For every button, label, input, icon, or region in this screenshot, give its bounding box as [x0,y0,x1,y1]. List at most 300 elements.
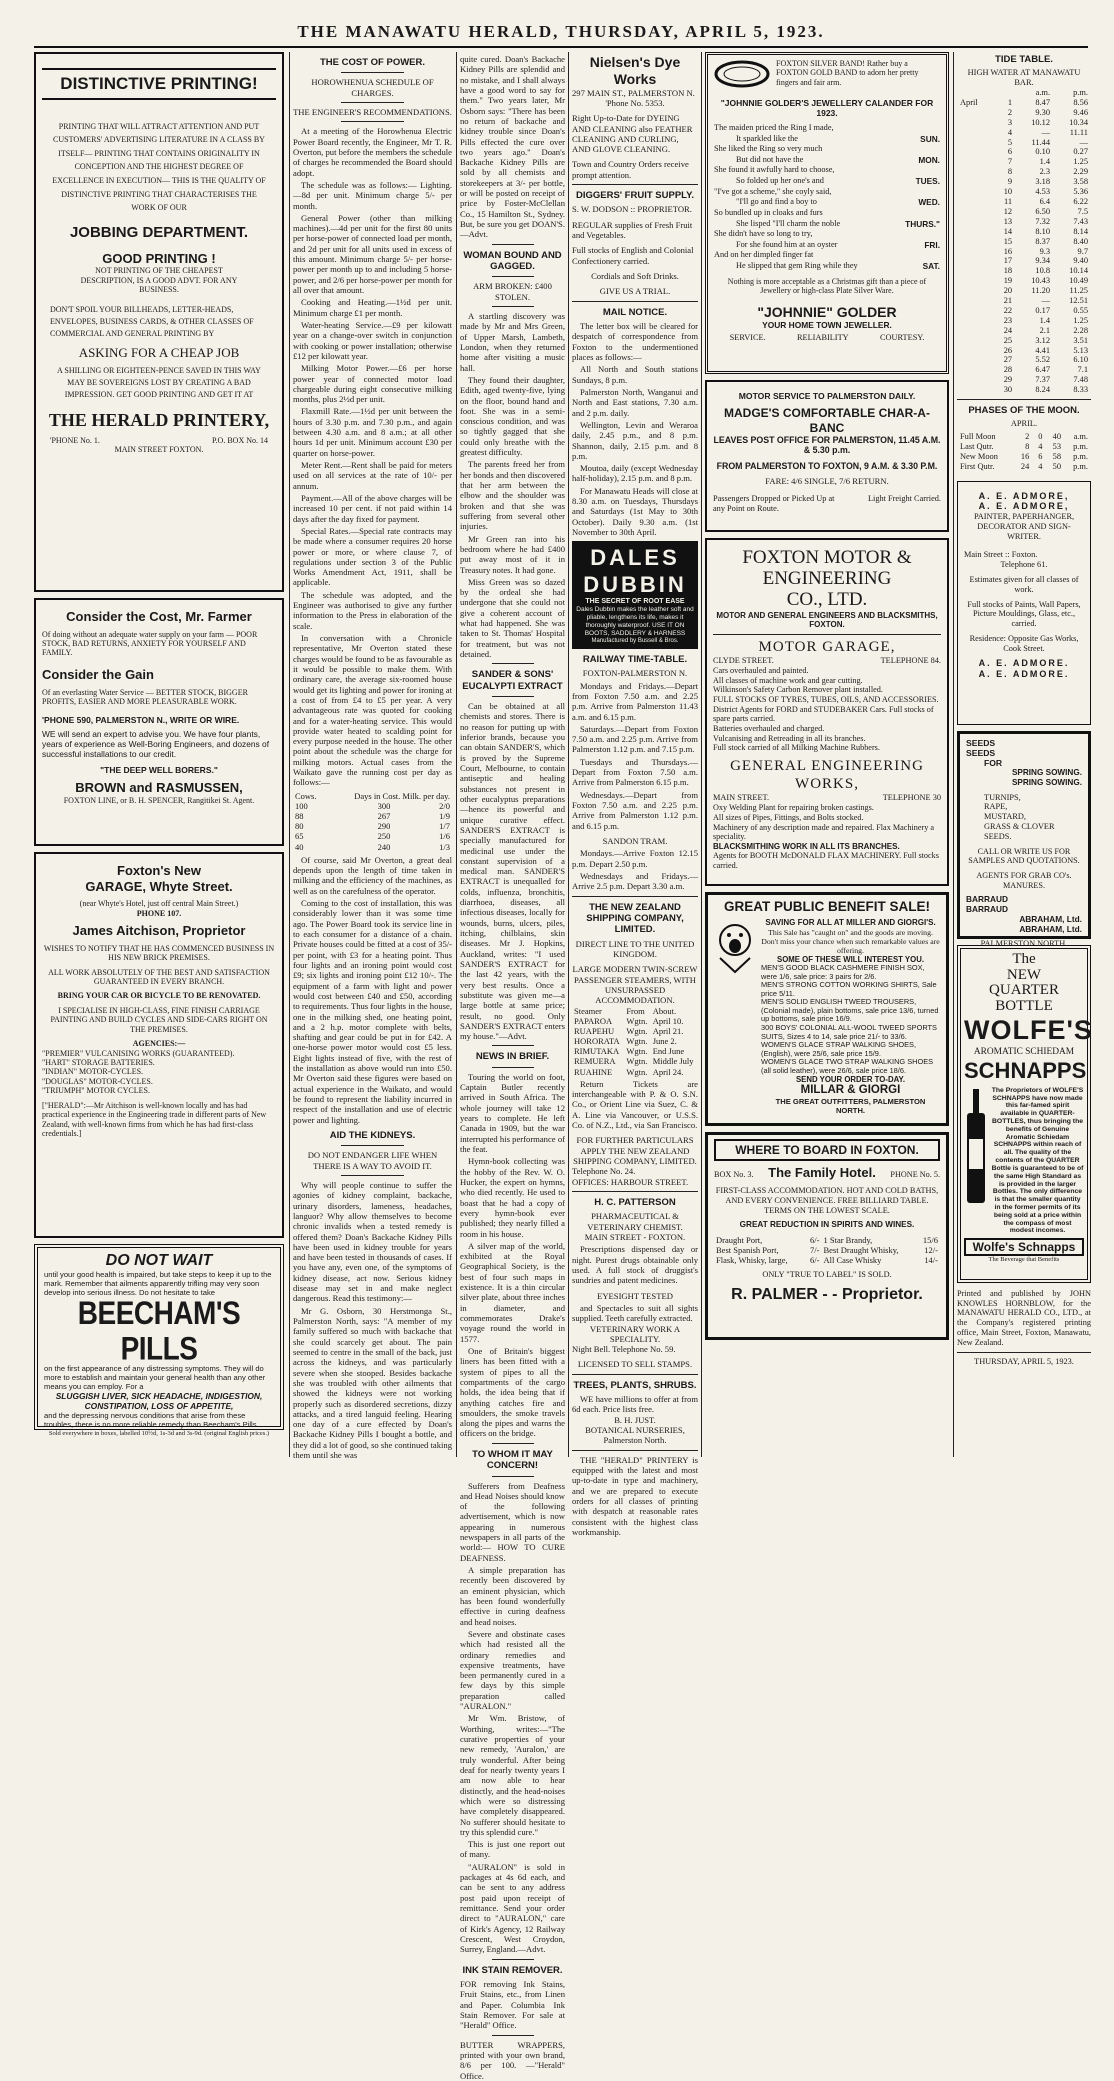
tide-row [957,118,1091,128]
madge-leaves: LEAVES POST OFFICE FOR PALMERSTON, 11.45 A.M. & 5.30 p.m. [713,434,941,456]
tide-cell: 13 [1003,216,1013,226]
tide-cell: 7.5 [1077,206,1088,216]
tide-cell: 9.40 [1073,256,1088,266]
cows-cell: 1/3 [439,841,450,852]
cows-cell: 40 [295,841,304,852]
beecham-text-2: on the first appearance of any distressing symptoms. They will do more to establish and maintain your general health than any other means you can employ. For a [44,1364,266,1392]
shipping-col: About. [652,1005,677,1016]
tide-cell: 8.10 [1035,226,1051,236]
poem-day: SAT. [922,260,940,271]
diggers-heading: DIGGERS' FRUIT SUPPLY. [575,190,695,202]
tide-cell: 6.50 [1035,206,1051,216]
tide-cell: 10.8 [1035,266,1051,276]
cows-cell: 65 [295,831,304,842]
poem-text: And on her dimpled finger fat [714,250,814,260]
price-cell: 1 Star Brandy, [823,1235,873,1245]
hotel-phone: PHONE No. 5. [890,1170,940,1180]
shipping-direct: DIRECT LINE TO THE UNITED KINGDOM. [575,938,695,959]
poem-text: "I'll go and find a boy to [736,197,817,207]
poem-line [714,219,940,230]
tide-cell: 22 [1003,305,1013,315]
price-cell: Best Spanish Port, [716,1245,779,1256]
patterson-text: and Spectacles to suit all sights supplied. Teeth carefully extracted. [572,1302,698,1324]
shipping-cell: Wgtn. [626,1025,648,1036]
tide-cell: 5 [1007,137,1013,147]
tide-cell [957,247,993,257]
farmer-text-2: Of an everlasting Water Service — BETTER STOCK, BIGGER PROFITS, EASIER AND MORE PLEASURABLE WORK. [42,687,248,706]
tide-am: a.m. [1035,88,1051,98]
tide-cell: 16 [1003,246,1013,256]
column-5 [705,52,949,1457]
sale-outfitters: THE GREAT OUTFITTERS, PALMERSTON NORTH. [775,1097,926,1116]
tide-row [957,306,1091,316]
foxton-line: Oxy Welding Plant for repairing broken castings. [713,803,874,813]
dales-text: Dales Dubbin makes the leather soft and pliable, lengthens its life, makes it thoroughly waterproof. USE IT ON BOOTS, SADDLERY & HARNESS [576,606,694,637]
golder-value: COURTESY. [880,333,925,343]
power-paragraph: Coming to the cost of installation, this was considerably lower than it was some time ago. The Power Board took its service line in to each consumer for a distance of a chain. Private houses could be fitted at a cost of 35/- per point, with £3 for a heating point. Thus four lights and an ironing point would cost £9; six lights and ironing point £12 10/-. The equipment of a farm with light and power would cost between £40 and £50, according to requirements. Thus four lights in the house, one in the milking shed, one heating point, and a 2 h.p. motor complete with belts, shafting and gear could be put in for £42. A one-horse power motor would cost £5 less. Eight lights instead of five, with the rest of the installation as above would run into £50. Mr Overton said these figures were based on actual experience in the Waikato, and would be found to represent the liability incurred in respect of the installation and use of electric power and lighting. [293,898,452,1125]
cows-cell: 290 [377,821,391,832]
poem-day: SUN. [920,133,940,144]
news-paragraph: One of Britain's biggest liners has been fitted with a system of pipes to all the compartments of the cargo holds, the idea being that if anything catches fire and smoulders, the smoke travels along the pipes and warns the officers on the bridge. [460,1345,565,1439]
tide-cell [957,217,993,227]
tide-cell: 19 [1003,276,1013,286]
tide-cell [957,118,993,128]
hotel-box: BOX No. 3. [714,1170,754,1180]
seed-item: GRASS & CLOVER SEEDS. [984,821,1055,841]
wolfe-beverage: The Beverage that Benefits [988,1256,1060,1264]
tide-row [957,266,1091,276]
news-heading: NEWS IN BRIEF. [475,1051,550,1063]
tide-cell: 1 [1007,97,1013,107]
moon-cell: 40 [1052,432,1061,442]
shipping-cell: Wgtn. [626,1056,648,1067]
poem-text: The maiden priced the Ring I made, [714,123,834,133]
tide-cell: 0.17 [1035,305,1051,315]
moon-row [957,462,1091,472]
foxton-line: Cars overhauled and painted. [713,666,809,676]
kidneys-paragraph: Why will people continue to suffer the agonies of kidney complaint, backache, urinary disorders, lameness, headaches, languor? Why allow themselves to become chronic invalids when a tested remedy is offered them? Doan's Backache Kidney Pills have been used in kidney trouble for years and have been tested in thousands of cases. If you have any, even one, of the symptoms of kidney disease, act now. Serious kidney disease may set in and make neglect dangerous. Read this testimony:— [293,1179,452,1304]
tide-cell [957,316,993,326]
woman-paragraph: They found their daughter, Edith, aged twenty-five, lying on the floor, bound hand and foot. She was in a semi-conscious condition, and was so tightly gagged that she could only breathe with the greatest difficulty. [460,374,565,458]
wolfe-body [964,1087,1084,1235]
moon-cell: 4 [1038,461,1043,471]
column-rule [289,52,290,1457]
good-printing-heading: GOOD PRINTING ! [102,250,216,266]
mail-heading: MAIL NOTICE. [602,306,668,318]
trees-sub: BOTANICAL NURSERIES, Palmerston North. [585,1425,685,1446]
moon-cell: a.m. [1073,432,1088,442]
nielsen-text-2: Town and Country Orders receive prompt attention. [572,159,689,180]
foxton-line: Full stock carried of all Milking Machine Rubbers. [713,743,880,753]
madge-footer [713,494,941,514]
tide-cell: 8.56 [1073,97,1088,107]
patterson-stamps: LICENSED TO SELL STAMPS. [577,1359,693,1370]
hotel-title-row [714,1165,940,1181]
tide-cell: 9.7 [1077,246,1088,256]
rule [492,244,534,245]
tide-cell [957,256,993,266]
golder-value: RELIABILITY [797,333,849,343]
tide-cell: 10.43 [1031,276,1051,286]
tide-cell: — [1041,127,1051,137]
garage-near: (near Whyte's Hotel, just off central Main Street.) [79,899,239,909]
tide-pm: p.m. [1073,88,1088,98]
foxton-main: MAIN STREET. [713,793,770,803]
rule [572,1450,698,1451]
tide-cell: 8.24 [1035,385,1051,395]
price-cell: Draught Port, [716,1235,763,1245]
rule [492,2035,534,2036]
diggers-text: REGULAR supplies of Fresh Fruit and Vegetables. [572,219,693,241]
seeds-for: FOR [984,758,1003,769]
nielsen-heading-2: Works [613,70,657,87]
seed-item: RAPE, [984,802,1008,812]
sale-items [761,964,940,1075]
power-paragraph: Milking Motor Power.—£6 per horse power year of connected motor load chargeable during eight consecutive milking months, plus 2½d per unit. [293,363,452,405]
power-subheading-1: HOROWHENUA SCHEDULE OF CHARGES. [311,77,434,98]
tide-row [957,157,1091,167]
tide-cell: 26 [1003,345,1013,355]
farmer-firm: BROWN and RASMUSSEN, [75,780,243,796]
tide-cell: 3.12 [1035,335,1051,345]
rule [572,184,698,185]
shipping-cell: RIMUTAKA [574,1046,620,1057]
farmer-text-3: WE will send an expert to advise you. We have four plants, years of experience as Well-Boring Engineers, and dozens of successful installations to our credit. [42,729,270,760]
tide-cell: 2.28 [1073,325,1088,335]
poem-text: She found it awfully hard to choose, [714,165,835,175]
column-rule [701,52,702,1457]
seeds-call: CALL OR WRITE US FOR SAMPLES AND QUOTATIONS. [968,846,1080,866]
foxton-line: FULL STOCKS OF TYRES, TUBES, OILS, AND ACCESSORIES. [713,695,939,705]
column-4 [572,52,698,1537]
imprint-date: THURSDAY, APRIL 5, 1923. [974,1356,1074,1366]
tide-cell: 11.44 [1031,137,1051,147]
agency-item: "TRIUMPH" MOTOR CYCLES. [42,1086,150,1096]
rule [713,634,941,635]
tide-cell: 8.14 [1073,226,1088,236]
golder-name: "JOHNNIE" GOLDER [757,304,897,321]
tide-cell: 10.49 [1069,276,1088,286]
tide-cell: 4.53 [1035,187,1051,197]
gain-heading: Consider the Gain [42,666,154,682]
patterson-bell: Night Bell. Telephone No. 59. [572,1344,676,1355]
rule [341,1145,405,1146]
moon-cell: 6 [1038,452,1043,462]
mail-paragraph: Palmerston North, Wanganui and North and East stations, 7.30 a.m. and 2 p.m. daily. [572,386,698,418]
tide-row [957,355,1091,365]
diggers-text: Full stocks of English and Colonial Confectionery carried. [572,245,694,266]
tide-cell: 6.4 [1039,196,1051,206]
tide-heading: TIDE TABLE. [995,54,1053,65]
foxton-street: CLYDE STREET. [713,656,774,666]
foxton-motor-ad [705,538,949,886]
power-paragraph: Flaxmill Rate.—1½d per unit between the hours of 3.30 p.m. and 7.30 p.m., and again between 4.30 a.m. and 8 a.m.; at all other hours 1d per unit. Minimum account £30 per quarter on horse-power. [293,406,452,458]
tide-cell [957,346,993,356]
cows-cell: 1/6 [439,831,450,842]
rail-heading: RAILWAY TIME-TABLE. [582,653,688,665]
garage-text-3: BRING YOUR CAR OR BICYCLE TO BE RENOVATED. [57,991,261,1001]
imprint: Printed and published by JOHN KNOWLES HORNBLOW, for the MANAWATU HERALD CO., LTD., at the Company's registered printing office, Main Street, Foxton, Manawatu, New Zealand. [957,1288,1091,1347]
poem-text: It sparkled like the [736,133,798,143]
tide-row [957,346,1091,356]
tide-cell [957,306,993,316]
golder-ad [705,52,949,374]
news-paragraph: Touring the world on foot, Captain Butler recently arrived in South Africa. The whole journey will take 12 years to complete. He left Canada in 1909, but the war interrupted his performance of the feat. [460,1071,565,1155]
garage-proprietor: James Aitchison, Proprietor [72,923,246,939]
printing-heading: DISTINCTIVE PRINTING! [42,68,276,100]
seeds-agents: AGENTS FOR GRAB CO's. MANURES. [976,870,1072,890]
poem-text: But did not have the [736,154,804,164]
tide-cell: 8 [1007,167,1013,177]
sale-heading: GREAT PUBLIC BENEFIT SALE! [723,899,930,914]
sale-firm: MILLAR & GIORGI [800,1084,901,1097]
rule [492,1476,534,1477]
cows-cell: 100 [295,800,308,811]
cows-table [293,791,452,852]
sale-item: WOMEN'S GLACE TWO STRAP WALKING SHOES (all solid leather), were 26/6, sale price 18/6. [761,1057,934,1075]
tide-cell [957,177,993,187]
tide-cell: 4.41 [1035,345,1051,355]
mail-paragraph: Moutoa, daily (except Wednesday half-holiday), 2.15 p.m. and 8 p.m. [572,463,698,484]
shipping-cell: Wgtn. [626,1046,648,1057]
admore-name: A. E. ADMORE, [978,501,1070,512]
tide-cell: 1.4 [1039,157,1051,167]
moon-row [957,432,1091,442]
tide-cell: 10.12 [1031,117,1051,127]
dales-name: DALES DUBBIN [583,545,687,597]
tide-row [957,256,1091,266]
rule [572,1191,698,1192]
moon-cell: 4 [1038,442,1043,452]
tide-cell: — [1041,296,1051,306]
moon-cell: 2 [1025,432,1030,442]
abraham: ABRAHAM, Ltd. [1019,913,1082,924]
rule [572,1374,698,1375]
tide-cell [957,286,993,296]
golder-poem [714,123,940,272]
moon-cell: 16 [1020,452,1030,462]
sale-sub: SAVING FOR ALL AT MILLER AND GIORGI'S. [765,918,936,928]
sale-item: WOMEN'S GLACE STRAP WALKING SHOES, (English), were 25/6, sale price 15/9. [761,1040,917,1058]
tide-cell [957,138,993,148]
garage-text-2: ALL WORK ABSOLUTELY OF THE BEST AND SATISFACTION GUARANTEED IN EVERY BRANCH. [48,967,270,986]
hotel-heading: WHERE TO BOARD IN FOXTON. [714,1139,940,1161]
dales-dubbin-ad [572,541,698,649]
shipping-cell: HORORATA [574,1036,620,1047]
foxton-heading-1: FOXTON MOTOR & [742,547,912,568]
golder-value: SERVICE. [729,333,766,343]
price-cell: All Case Whisky [823,1255,882,1266]
rule [341,102,405,103]
foxton-blacksmithing: BLACKSMITHING WORK IN ALL ITS BRANCHES. [713,841,900,851]
trees-name: B. H. JUST. [614,1414,656,1425]
poem-line [714,229,940,240]
foxton-lines [713,666,941,753]
hotel-reduction: GREAT REDUCTION IN SPIRITS AND WINES. [739,1220,915,1230]
shipping-cell: RUAPEHU [574,1025,615,1036]
poem-line [714,155,940,166]
cows-cell: 250 [377,831,391,842]
tide-cell [957,355,993,365]
power-paragraph: At a meeting of the Horowhenua Electric Power Board recently, the Engineer, Mr T. R. Overton, put before the members the schedule of charges he recommended the Board should adopt. [293,126,452,178]
moon-cell: Full Moon [960,432,996,442]
sander-text: Can be obtained at all chemists and stores. There is no reason for putting up with inferior brands, because you can obtain SANDER'S, which is proved by the Supreme Court, Melbourne, to contain antiseptic and healing substances not present in other eucalyptus preparations—hence its powerful and unique curative effect. SANDER'S EXTRACT is specially manufactured for medicinal use under the constant supervision of a medical man. SANDER'S EXTRACT is unequalled for colds, influenza, bronchitis, diarrhoea, diseases, all infectious diseases, locally for wounds, burns, ulcers, piles, itching, chilblains, skin diseases. Mr J. Hopkins, Auckland, writes: "I used SANDER'S EXTRACT for the last 42 years, with the very best results. Once a substitute was given me—a large bottle at same price; result, no good. Only SANDER'S EXTRACT enters my house."—Advt. [460,701,565,1042]
foxton-garage: MOTOR GARAGE, [758,638,896,655]
rule [957,399,1091,400]
whom-paragraph: A simple preparation has recently been discovered by an eminent physician, which has been found wonderfully effective in curing deafness and head noises. [460,1565,565,1627]
rail-paragraph: Wednesdays.—Depart from Foxton 7.50 a.m. and 2.25 p.m. Arrive from Palmerston 1.12 p.m. and 6.15 p.m. [572,789,698,831]
rule [492,696,534,697]
tide-cell: 12 [1003,206,1013,216]
tide-cell: 8.33 [1073,385,1088,395]
hotel-prices [714,1235,940,1265]
cows-cell: 1/9 [439,811,450,822]
tide-cell: 6.22 [1073,196,1088,206]
hotel-label: ONLY "TRUE TO LABEL" IS SOLD. [762,1270,892,1280]
beecham-pills-heading: BEECHAM'S PILLS [77,1294,241,1367]
tide-cell [957,147,993,157]
tide-cell: 7.37 [1035,375,1051,385]
moon-cell: First Qutr. [960,461,995,471]
moon-month: APRIL. [1010,419,1038,429]
tide-cell: 24 [1003,325,1013,335]
kidneys-heading: AID THE KIDNEYS. [329,1129,416,1141]
moon-row [957,452,1091,462]
wolfe-quarter: QUARTER [989,982,1059,999]
tide-cell: 25 [1003,335,1013,345]
shipping-row [572,1067,698,1077]
tide-cell: 27 [1003,355,1013,365]
moon-cell: 0 [1038,432,1043,442]
dales-tagline: THE SECRET OF ROOT EASE [585,598,685,606]
tide-cell: 29 [1003,375,1013,385]
shipping-cell: Wgtn. [626,1015,648,1026]
cows-row [293,821,452,831]
cheap-job-heading: ASKING FOR A CHEAP JOB [78,344,240,360]
abraham: ABRAHAM, Ltd. [1019,923,1082,934]
tide-cell [957,187,993,197]
tide-cell [957,296,993,306]
rule [957,1352,1091,1353]
power-paragraph: The schedule was as follows:— Lighting.—8d per unit. Minimum charge 5/- per month. [293,179,452,211]
tide-cell [957,266,993,276]
tide-row [957,316,1091,326]
poem-line [714,134,940,145]
rule [341,72,405,73]
shipping-row [572,1046,698,1056]
whom-heading: TO WHOM IT MAY CONCERN! [472,1448,553,1472]
tide-cell: 9.34 [1035,256,1051,266]
shipping-row [572,1056,698,1066]
seed-item: TURNIPS, [984,792,1021,802]
moon-cell: p.m. [1073,452,1088,462]
tide-cell: 4 [1007,127,1013,137]
poem-line [714,208,940,219]
moon-cell: 8 [1025,442,1030,452]
tide-cell: 3.18 [1035,177,1051,187]
rule [492,276,534,277]
tram-paragraph: Mondays.—Arrive Foxton 12.15 p.m. Depart 2.50 p.m. [572,848,698,869]
tide-cell: 15 [1003,236,1013,246]
shipping-text: Return Tickets are interchangeable with P. & O. S.N. Co., or Orient Line via Suez, C. & A. Line via Vancouver, or U.S.S. Co. of N.Z., Ltd., via San Francisco. [572,1078,698,1131]
tide-cell: 6 [1007,147,1013,157]
nielsen-heading-1: Nielsen's Dye [589,54,681,70]
column-2 [293,52,452,1461]
tide-row [957,336,1091,346]
tide-row [957,326,1091,336]
wolfe-text: The Proprietors of WOLFE'S SCHNAPPS have now made this far-famed spirit available in QUARTER-BOTTLES, thus bringing the benefits of Genuine Aromatic Schiedam SCHNAPPS within reach of all. The quality of the contents of the QUARTER Bottle is guaranteed to be of the same High Standard as is provided in the larger Bottles. The only difference is that the smaller quantity in the former permits of its being sold at a price within the compass of most modest incomes. [991,1086,1084,1235]
trees-heading: TREES, PLANTS, SHRUBS. [573,1379,697,1391]
saved-text: A SHILLING OR EIGHTEEN-PENCE SAVED IN THIS WAY MAY BE SOVEREIGNS LOST BY CREATING A BAD IMPRESSION. GET GOOD PRINTING AND GET IT AT [57,365,261,399]
hotel-name: The Family Hotel. [768,1165,876,1181]
agency-item: "PREMIER" VULCANISING WORKS (GUARANTEED). [42,1048,235,1058]
tide-row [957,365,1091,375]
column-3 [460,52,565,2081]
tide-cell: 2.3 [1039,167,1051,177]
tide-row [957,138,1091,148]
poem-line [714,240,940,251]
tide-cell: 18 [1003,266,1013,276]
wolfe-aromatic: AROMATIC SCHIEDAM [973,1046,1075,1057]
mail-paragraph: For Manawatu Heads will close at 8.30 a.m. on Tuesdays, Thursdays and Saturdays (1st May to 30th October). Daily 9.30 a.m. (1st November to 30th April. [572,485,698,537]
rule [492,1045,534,1046]
sale-send: SEND YOUR ORDER TO-DAY. [795,1075,906,1085]
tide-cell: 3.51 [1073,335,1088,345]
poem-day: MON. [918,154,940,165]
rule [492,1443,534,1444]
garage-phone: PHONE 107. [136,908,182,918]
cows-header: Cows. [295,790,317,801]
poem-day: WED. [918,197,940,208]
poem-day: TUES. [915,176,940,187]
foxton-line: All classes of machine work and gear cutting. [713,675,863,685]
shipping-table [572,1006,698,1077]
tide-cell [957,207,993,217]
price-cell: Flask, Whisky, large, [716,1255,788,1266]
tide-cell [957,167,993,177]
wolfe-tag: Wolfe's Schnapps [964,1238,1084,1256]
tide-cell [957,336,993,346]
doans-end: quite cured. Doan's Backache Kidney Pills are splendid and no mistake, and I shall always have a good word to say for them." Two years later, Mr Osborn says: "There has been no return of backache and kidney trouble since Doan's Pills effected the cure over two years ago." Doan's Backache Kidney Pills are sold by all chemists and storekeepers at 3/- per bottle, or will be posted on receipt of price by Foster-McClellan Co., 15 Hamilton St., Sydney. But, be sure you get DOAN'S. —Advt. [460,54,565,240]
agency-item: "DOUGLAS" MOTOR-CYCLES. [42,1076,153,1086]
seeds-spring: SPRING SOWING. [1011,777,1082,787]
power-paragraph: The schedule was adopted, and the Engineer was authorised to give any further information to the Press in elaboration of the scale. [293,589,452,631]
tide-cell [957,128,993,138]
moon-cell: Last Qutr. [960,442,994,452]
cows-cell: 80 [295,821,304,832]
tide-cell: 5.36 [1073,187,1088,197]
wolfe-bottle: BOTTLE [995,998,1053,1015]
bottle-icon [964,1087,988,1205]
foxton-lines-2 [713,803,941,842]
tide-row [957,187,1091,197]
tide-cell: 23 [1003,315,1013,325]
shipping-cell: April 21. [652,1025,684,1036]
rule [492,663,534,664]
admore-name: A. E. ADMORE. [978,669,1070,680]
tide-cell: 7.48 [1073,375,1088,385]
moon-cell: 50 [1052,461,1061,471]
tide-cell: 11.25 [1069,286,1088,296]
admore-residence: Residence: Opposite Gas Works, Cook Street. [969,633,1079,653]
farmer-text-1: Of doing without an adequate water supply on your farm — POOR STOCK, BAD RETURNS, ANXIETY FOR YOURSELF AND FAMILY. [42,629,258,658]
tide-cell [957,108,993,118]
cows-cell: 240 [377,841,391,852]
sale-item: MEN'S SOLID ENGLISH TWEED TROUSERS, (Colonial made), plain bottoms, sale price 13/6, turned up bottoms, sale price 16/9. [761,997,939,1024]
shipping-cell: April 24. [652,1066,684,1077]
patterson-address: MAIN STREET - FOXTON. [584,1232,686,1242]
hotel-ad [705,1132,949,1340]
